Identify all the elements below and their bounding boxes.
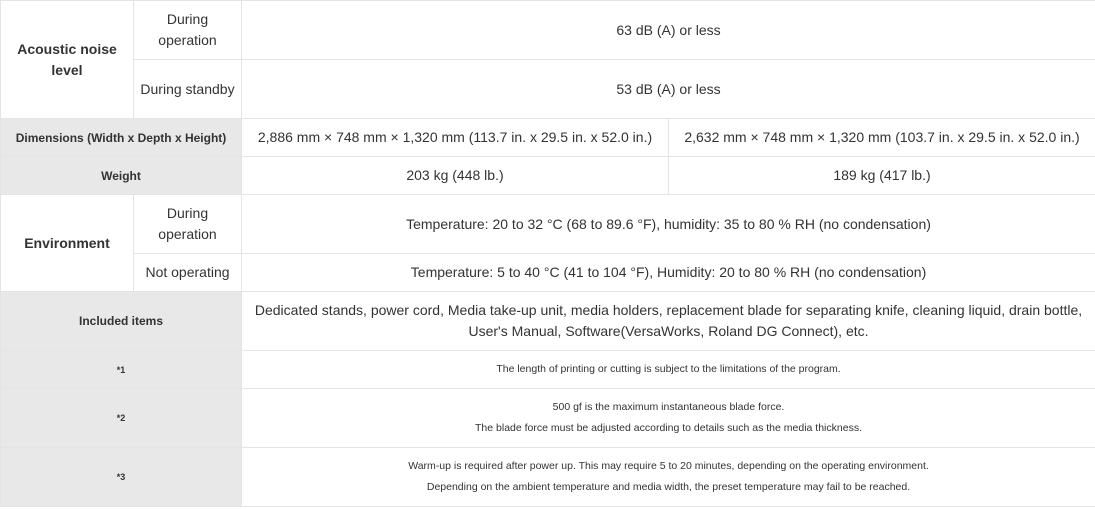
acoustic-row-standby <box>1 60 1095 119</box>
note-2-line-2: The blade force must be adjusted according to details such as the media thickness. <box>475 422 862 434</box>
acoustic-operation-value: 63 dB (A) or less <box>242 1 1095 60</box>
note-1-row <box>1 351 1095 389</box>
weight-row <box>1 157 1095 195</box>
note-2-label: *2 <box>1 389 242 448</box>
note-3-text <box>242 448 1095 507</box>
weight-value-a: 203 kg (448 lb.) <box>242 157 669 195</box>
note-3-line-1: Warm-up is required after power up. This may require 5 to 20 minutes, depending on the operating environment. <box>408 460 929 472</box>
note-3-label: *3 <box>1 448 242 507</box>
acoustic-row-operation <box>1 1 1095 60</box>
dimensions-value-b: 2,632 mm × 748 mm × 1,320 mm (103.7 in. x 29.5 in. x 52.0 in.) <box>669 119 1095 157</box>
note-1-line-1: The length of printing or cutting is subject to the limitations of the program. <box>496 363 841 375</box>
note-2-row <box>1 389 1095 448</box>
included-items-row <box>1 292 1095 351</box>
included-items-line-1: Dedicated stands, power cord, Media take-up unit, media holders, replacement blade for separating knife, cleaning liquid, drain bottle, <box>254 302 1083 318</box>
included-items-label: Included items <box>1 292 242 351</box>
note-1-text <box>242 351 1095 389</box>
acoustic-standby-label: During standby <box>134 60 242 119</box>
environment-operation-label: During operation <box>134 195 242 254</box>
dimensions-label: Dimensions (Width x Depth x Height) <box>1 119 242 157</box>
note-3-row <box>1 448 1095 507</box>
environment-operation-value: Temperature: 20 to 32 °C (68 to 89.6 °F), humidity: 35 to 80 % RH (no condensation) <box>242 195 1095 254</box>
environment-not-operating-value: Temperature: 5 to 40 °C (41 to 104 °F), Humidity: 20 to 80 % RH (no condensation) <box>242 254 1095 292</box>
note-1-label: *1 <box>1 351 242 389</box>
note-2-line-1: 500 gf is the maximum instantaneous blade force. <box>552 401 785 413</box>
environment-row-operation <box>1 195 1095 254</box>
included-items-line-2: User's Manual, Software(VersaWorks, Roland DG Connect), etc. <box>468 323 869 339</box>
environment-row-not-operating <box>1 254 1095 292</box>
note-3-line-2: Depending on the ambient temperature and media width, the preset temperature may fail to be reached. <box>426 481 911 493</box>
dimensions-value-a: 2,886 mm × 748 mm × 1,320 mm (113.7 in. x 29.5 in. x 52.0 in.) <box>242 119 669 157</box>
acoustic-standby-value: 53 dB (A) or less <box>242 60 1095 119</box>
environment-label: Environment <box>1 195 134 292</box>
acoustic-noise-label: Acoustic noise level <box>1 1 134 119</box>
weight-label: Weight <box>1 157 242 195</box>
weight-value-b: 189 kg (417 lb.) <box>669 157 1095 195</box>
acoustic-operation-label: During operation <box>134 1 242 60</box>
dimensions-row <box>1 119 1095 157</box>
note-2-text <box>242 389 1095 448</box>
environment-not-operating-label: Not operating <box>134 254 242 292</box>
included-items-value <box>242 292 1095 351</box>
